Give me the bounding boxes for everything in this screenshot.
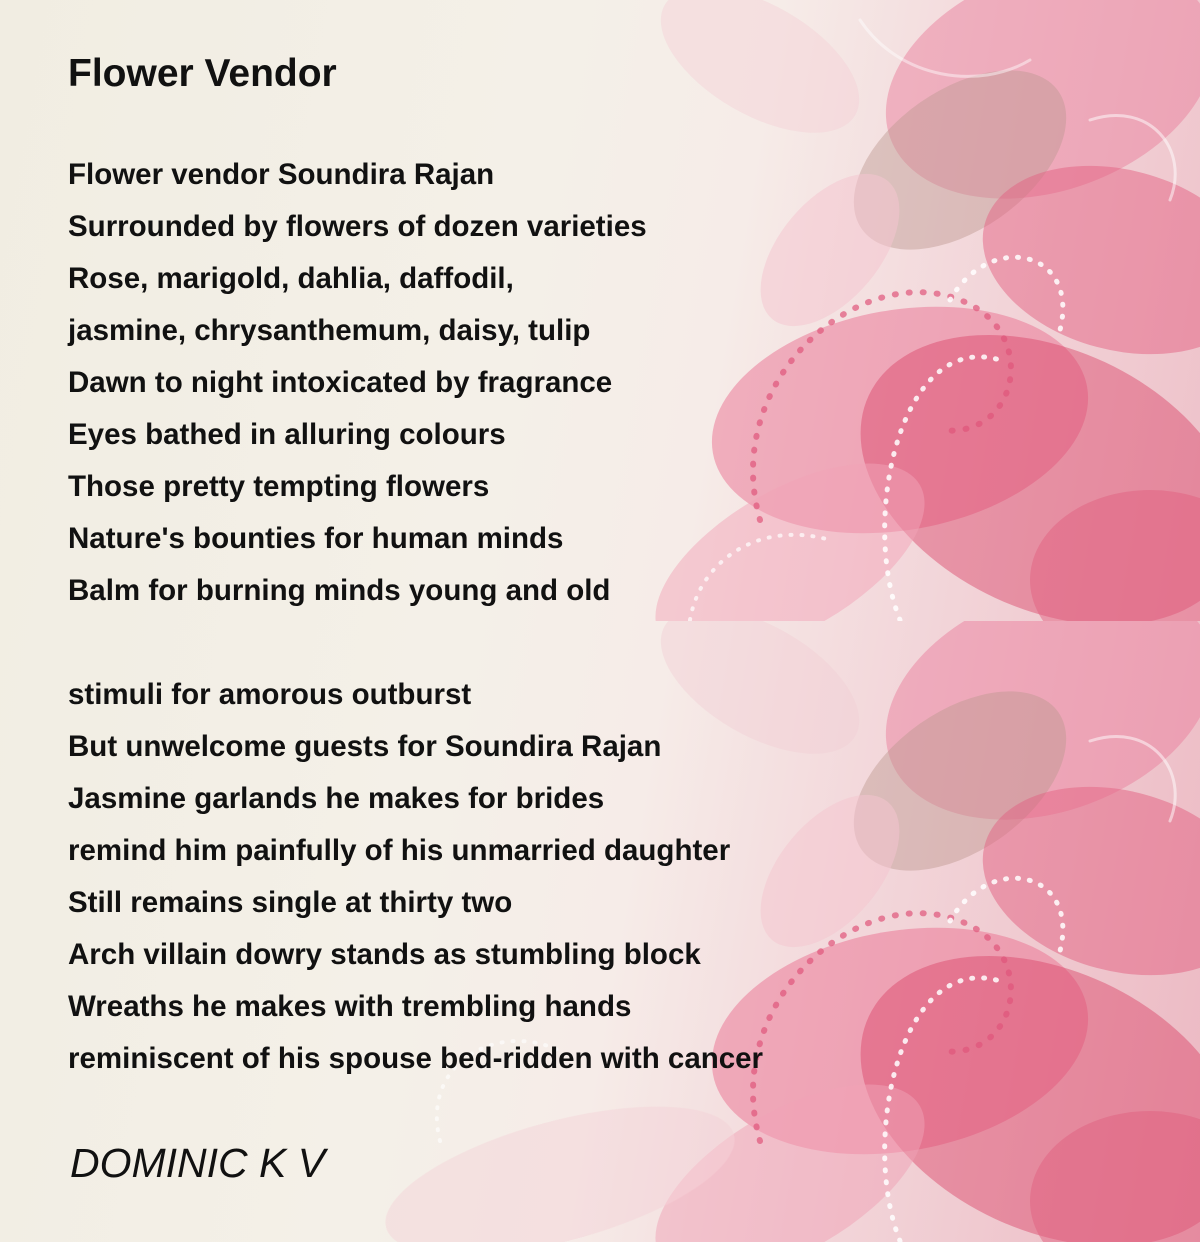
poem-line: Eyes bathed in alluring colours [68,418,506,451]
flower-petals [625,0,1200,621]
poem-line: reminiscent of his spouse bed-ridden with cancer [68,1042,764,1075]
poem-line: Rose, marigold, dahlia, daffodil, [68,262,514,295]
poem-line: stimuli for amorous outburst [68,678,472,711]
stanza-2 [68,672,763,1088]
poem-line: Balm for burning minds young and old [68,574,611,607]
poem-line: Those pretty tempting flowers [68,470,490,503]
poem-title: Flower Vendor [68,52,337,95]
poem-line: But unwelcome guests for Soundira Rajan [68,730,662,763]
poem-line: Still remains single at thirty two [68,886,513,919]
poem-author: DOMINIC K V [70,1140,326,1186]
poem-line: jasmine, chrysanthemum, daisy, tulip [68,314,591,347]
poem-line: Jasmine garlands he makes for brides [68,782,605,815]
poem-line: remind him painfully of his unmarried daughter [68,834,731,867]
poem-line: Arch villain dowry stands as stumbling block [68,938,701,971]
poem-line: Wreaths he makes with trembling hands [68,990,632,1023]
poem-line: Flower vendor Soundira Rajan [68,158,495,191]
poem-line: Dawn to night intoxicated by fragrance [68,366,613,399]
poem-line: Surrounded by flowers of dozen varieties [68,210,647,243]
poem-line: Nature's bounties for human minds [68,522,564,555]
stanza-1 [68,152,647,620]
